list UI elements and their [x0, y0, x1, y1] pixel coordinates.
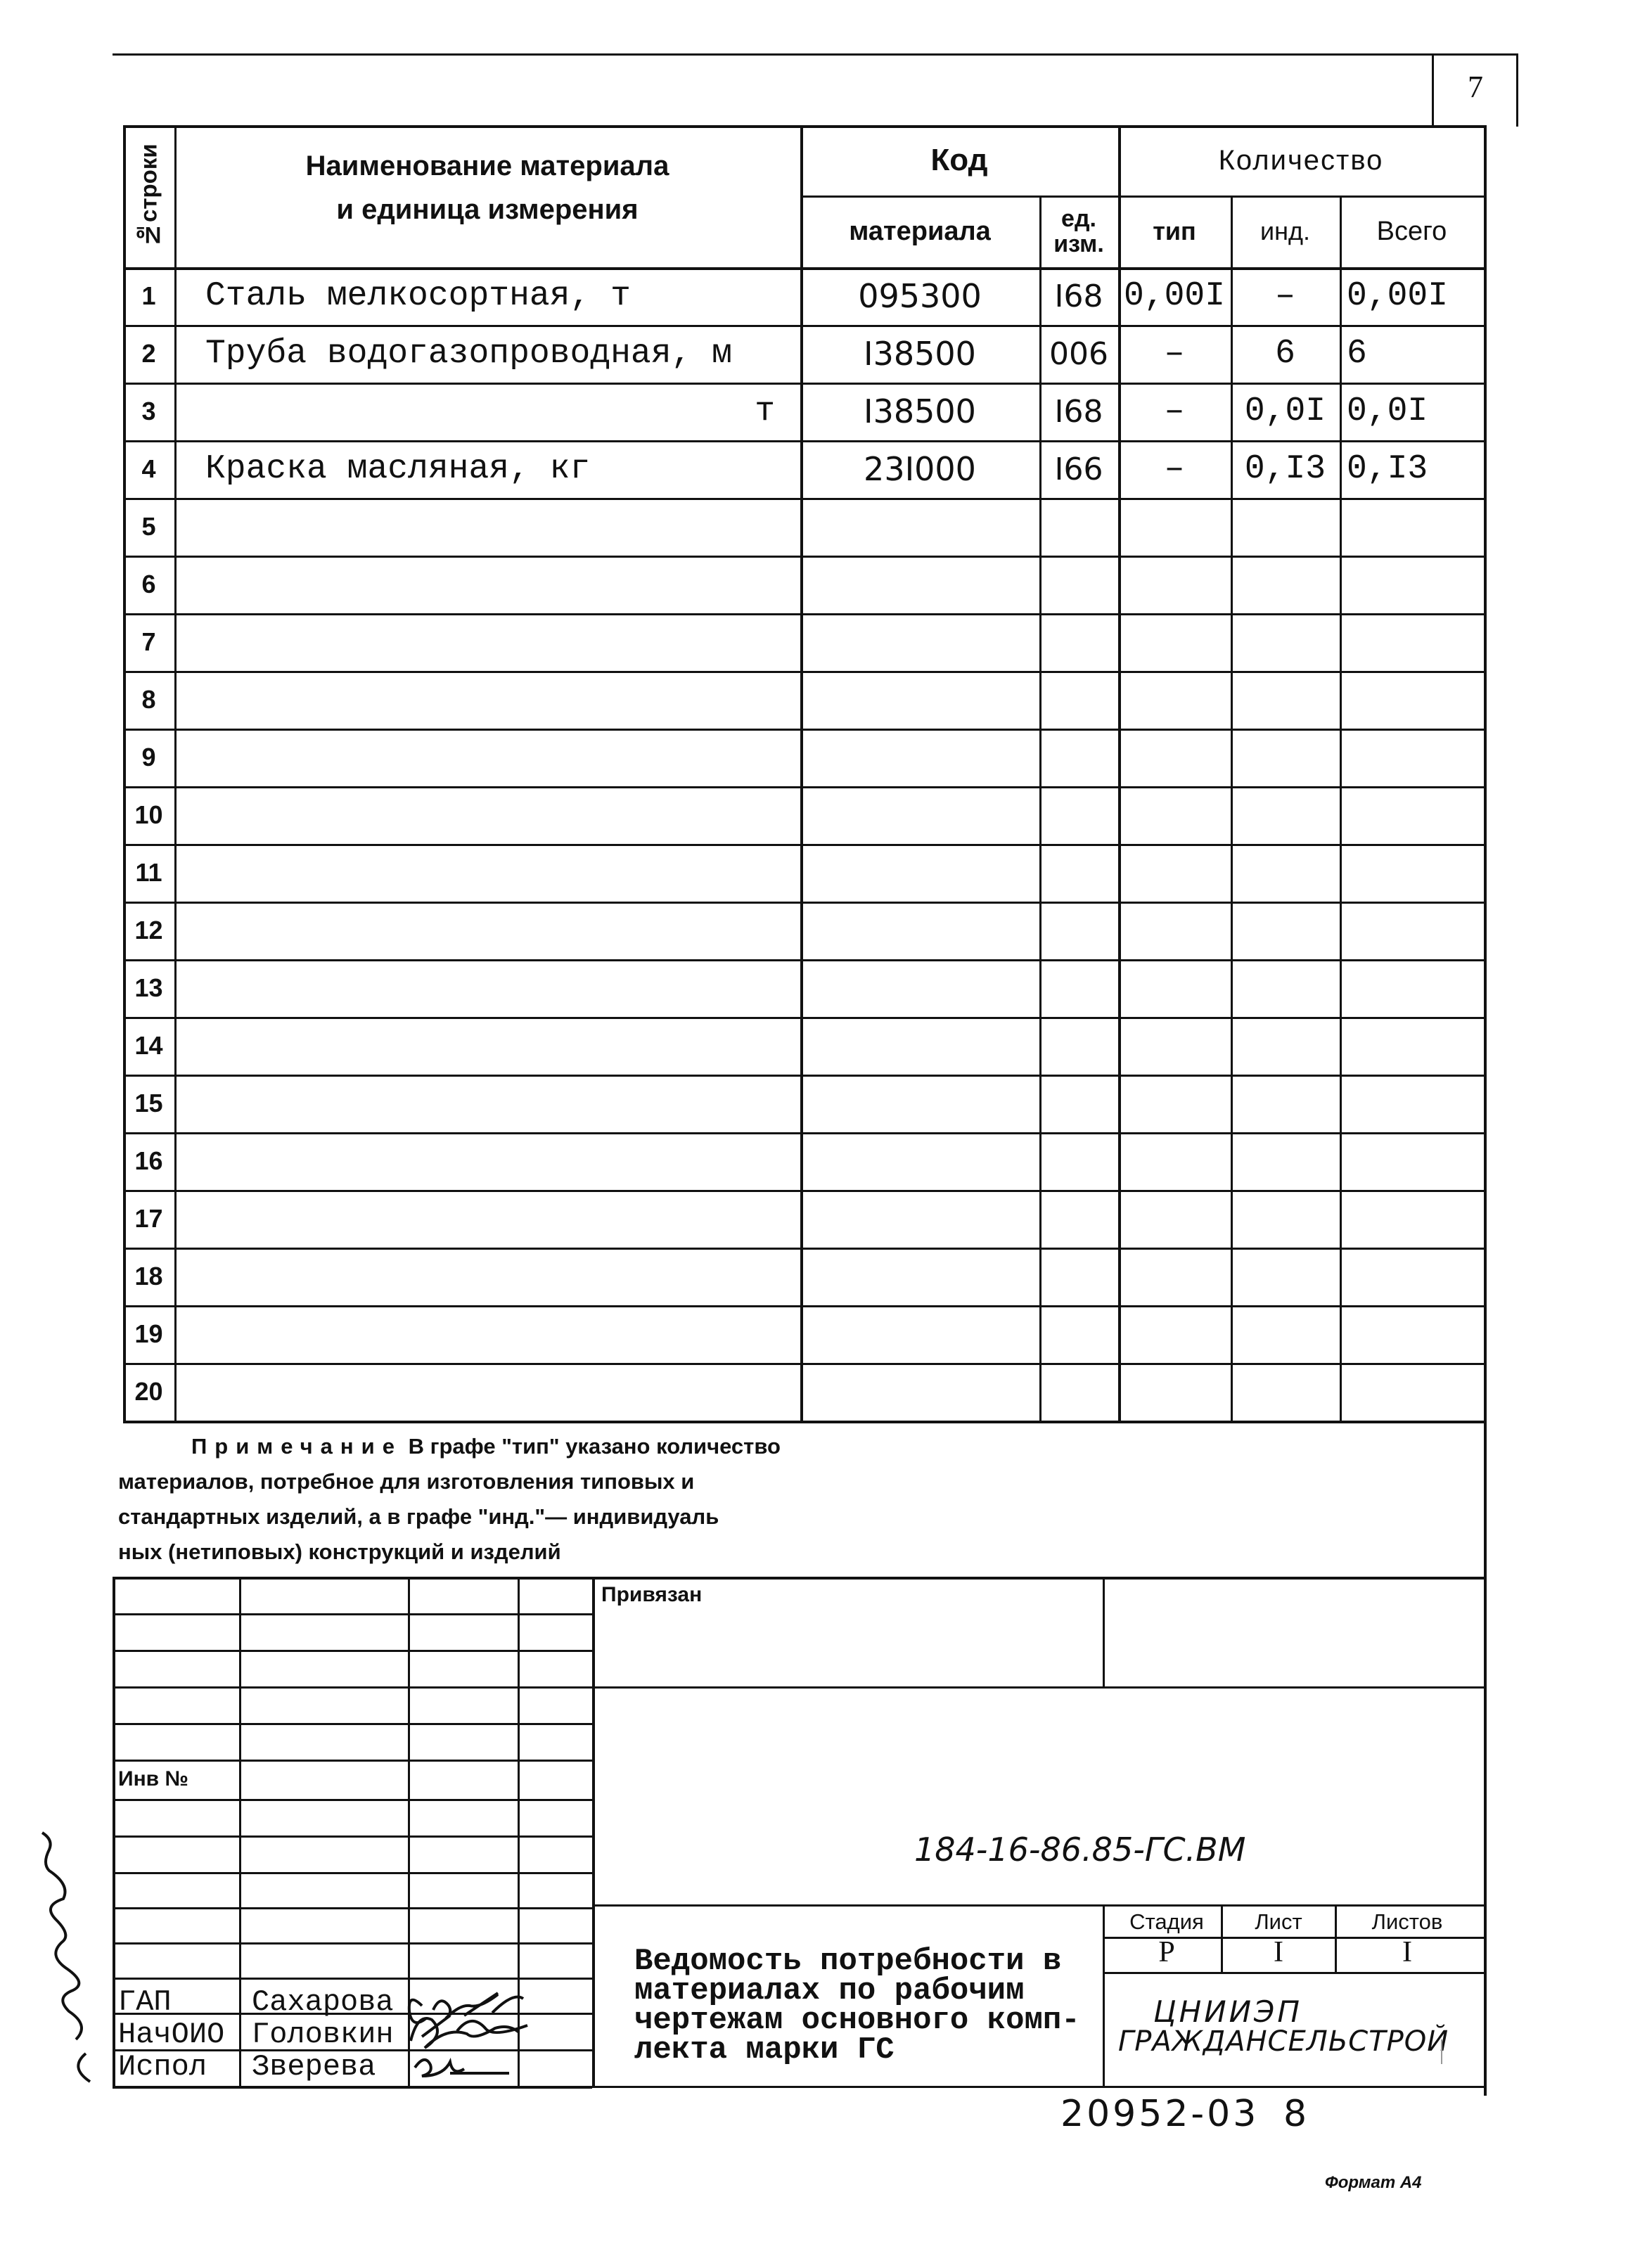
stamp-grid-line — [239, 1577, 241, 2086]
material-name — [205, 844, 775, 902]
stamp-grid-line — [592, 2086, 1103, 2088]
quantity-individual — [1231, 613, 1340, 671]
quantity-type — [1118, 556, 1231, 613]
material-code: I38500 — [864, 335, 976, 373]
title-line-4: лекта марки ГС — [634, 2032, 895, 2068]
quantity-total — [1347, 1017, 1484, 1075]
note-block — [118, 1429, 1454, 1570]
signature-zvereva — [415, 2060, 509, 2076]
stamp-grid-line — [1103, 2086, 1484, 2088]
material-code — [800, 613, 1039, 671]
quantity-type — [1118, 613, 1231, 671]
quantity-total — [1347, 1075, 1484, 1132]
quantity-total: 6 — [1347, 335, 1367, 373]
row-number: 9 — [141, 743, 156, 771]
page-number: 7 — [1468, 69, 1483, 104]
quantity-type — [1118, 1305, 1231, 1363]
page-number-box-right — [1516, 53, 1518, 127]
unit-code — [1039, 1305, 1118, 1363]
unit-code — [1039, 1132, 1118, 1190]
stamp-grid-line — [113, 1760, 592, 1762]
quantity-total — [1347, 556, 1484, 613]
stamp-grid-line — [113, 1978, 592, 1980]
row-number: 8 — [141, 685, 156, 714]
quantity-total: 0,00I — [1347, 277, 1449, 315]
quantity-total — [1347, 1190, 1484, 1248]
quantity-individual — [1231, 902, 1340, 959]
material-code — [800, 844, 1039, 902]
row-number: 5 — [141, 512, 156, 541]
material-code — [800, 1132, 1039, 1190]
role-executor: Испол — [118, 2050, 207, 2084]
row-number: 16 — [134, 1146, 163, 1175]
quantity-type — [1118, 1075, 1231, 1132]
material-name — [205, 556, 775, 613]
stamp-grid-line — [113, 1799, 592, 1801]
quantity-individual: – — [1275, 277, 1295, 315]
quantity-total — [1347, 671, 1484, 729]
material-name — [205, 1305, 775, 1363]
unit-code: 006 — [1049, 335, 1108, 372]
unit-code — [1039, 786, 1118, 844]
document-code: 184-16-86.85-ГС.ВМ — [914, 1831, 1246, 1869]
document-title — [634, 1944, 1080, 2068]
format-label: Формат А4 — [1325, 2173, 1422, 2192]
stamp-grid-line — [1103, 1904, 1105, 2086]
stamp-grid-line — [592, 1904, 1484, 1907]
unit-code — [1039, 1017, 1118, 1075]
material-name — [205, 498, 775, 556]
row-number: 18 — [134, 1262, 163, 1290]
unit-code — [1039, 613, 1118, 671]
quantity-total — [1347, 498, 1484, 556]
stamp-grid-line — [113, 1650, 592, 1652]
quantity-total: 0,I3 — [1347, 450, 1428, 488]
material-code — [800, 1075, 1039, 1132]
quantity-individual — [1231, 1305, 1340, 1363]
unit-code — [1039, 556, 1118, 613]
unit-code — [1039, 1363, 1118, 1421]
row-number: 14 — [134, 1031, 163, 1060]
unit-code — [1039, 498, 1118, 556]
quantity-individual — [1231, 1363, 1340, 1421]
quantity-type: 0,00I — [1123, 277, 1226, 315]
quantity-type: – — [1164, 335, 1185, 373]
quantity-individual — [1231, 844, 1340, 902]
table-grid-line — [1340, 196, 1342, 1421]
material-code: I38500 — [864, 392, 976, 430]
header-unit: ед. изм. — [1053, 205, 1104, 257]
signatures-roles — [118, 1986, 224, 2083]
material-name: Краска масляная, кг — [205, 450, 591, 488]
quantity-individual — [1231, 1132, 1340, 1190]
quantity-total — [1347, 786, 1484, 844]
quantity-total — [1347, 1305, 1484, 1363]
quantity-type — [1118, 1132, 1231, 1190]
material-name — [205, 1363, 775, 1421]
header-name-line1: Наименование материала — [305, 150, 669, 181]
table-grid-line — [123, 1421, 1484, 1423]
row-number: 7 — [141, 627, 156, 656]
stamp-grid-line — [113, 1686, 592, 1689]
material-code — [800, 786, 1039, 844]
stamp-grid-line — [113, 2086, 592, 2089]
header-quantity: Количество — [1218, 144, 1384, 176]
header-code: Код — [930, 143, 988, 177]
quantity-type — [1118, 1017, 1231, 1075]
material-name: т — [755, 392, 775, 430]
material-name — [205, 613, 775, 671]
row-number: 10 — [134, 800, 163, 829]
row-number: 20 — [134, 1377, 163, 1406]
table-grid-line — [174, 125, 177, 1421]
material-name — [205, 1132, 775, 1190]
quantity-individual — [1231, 729, 1340, 786]
name-zvereva: Зверева — [252, 2050, 376, 2084]
signature-golovkin — [411, 2016, 527, 2048]
row-number: 1 — [141, 281, 156, 310]
row-number: 12 — [134, 916, 163, 944]
row-number: 17 — [134, 1204, 163, 1233]
stamp-grid-line — [113, 1723, 592, 1725]
quantity-total — [1347, 1363, 1484, 1421]
header-type: тип — [1153, 217, 1196, 245]
quantity-individual: 6 — [1275, 335, 1295, 373]
quantity-type: – — [1164, 392, 1185, 430]
material-name — [205, 671, 775, 729]
row-number: 19 — [134, 1319, 163, 1348]
unit-code — [1039, 729, 1118, 786]
quantity-individual — [1231, 1075, 1340, 1132]
quantity-total — [1347, 902, 1484, 959]
unit-code — [1039, 1190, 1118, 1248]
row-number: 13 — [134, 973, 163, 1002]
inventory-label: Инв № — [118, 1767, 188, 1790]
unit-code: I68 — [1054, 393, 1103, 430]
material-code — [800, 1017, 1039, 1075]
side-handwriting — [42, 1833, 90, 2082]
quantity-total — [1347, 1248, 1484, 1305]
material-name — [205, 902, 775, 959]
sheet-label: Лист — [1255, 1909, 1302, 1934]
stage-label: Стадия — [1129, 1909, 1204, 1934]
material-code — [800, 1305, 1039, 1363]
stamp-grid-line — [113, 1577, 115, 2086]
organization-line-1: ЦНИИЭП — [1153, 1994, 1302, 2029]
table-grid-line — [1484, 1421, 1487, 2096]
quantity-total: 0,0I — [1347, 392, 1428, 430]
material-name — [205, 1248, 775, 1305]
quantity-type — [1118, 671, 1231, 729]
quantity-individual — [1231, 1248, 1340, 1305]
role-head: НачОИО — [118, 2018, 225, 2051]
unit-code — [1039, 959, 1118, 1017]
material-name: Сталь мелкосортная, т — [205, 277, 631, 315]
quantity-individual — [1231, 1190, 1340, 1248]
quantity-individual — [1231, 498, 1340, 556]
material-name — [205, 959, 775, 1017]
footer-code: 20952-03 — [1060, 2093, 1260, 2135]
note-line1: В графе "тип" указано количество — [408, 1434, 781, 1459]
material-code — [800, 729, 1039, 786]
material-code — [800, 1190, 1039, 1248]
quantity-type — [1118, 1248, 1231, 1305]
header-material: материала — [849, 216, 991, 246]
sheet-value: I — [1274, 1936, 1283, 1968]
bound-label: Привязан — [601, 1583, 703, 1606]
row-number: 11 — [135, 858, 162, 887]
stamp-grid-line — [1103, 1972, 1484, 1974]
note-line2: материалов, потребное для изготовления типовых и — [118, 1469, 695, 1494]
header-row-number: №строки — [135, 143, 162, 249]
top-border-line — [113, 53, 1516, 56]
quantity-individual: 0,0I — [1244, 392, 1326, 430]
material-code: 23I000 — [864, 450, 976, 488]
signatures-names — [252, 1986, 394, 2083]
quantity-type — [1118, 498, 1231, 556]
stamp-grid-line — [113, 1613, 592, 1615]
material-name — [205, 1075, 775, 1132]
material-code: 095300 — [858, 277, 982, 315]
stamp-grid-line — [408, 1577, 410, 2086]
stamp-grid-line — [113, 1942, 592, 1945]
quantity-total — [1347, 613, 1484, 671]
note-line4: ных (нетиповых) конструкций и изделий — [118, 1539, 561, 1564]
quantity-individual — [1231, 556, 1340, 613]
material-code — [800, 902, 1039, 959]
table-grid-line — [1484, 125, 1487, 1421]
material-name — [205, 729, 775, 786]
quantity-type — [1118, 902, 1231, 959]
title-line-2: материалах по рабочим — [634, 1973, 1025, 2008]
header-name-line2: и единица измерения — [336, 193, 639, 225]
name-golovkin: Головкин — [252, 2018, 394, 2051]
material-code — [800, 1248, 1039, 1305]
unit-code — [1039, 1248, 1118, 1305]
quantity-total — [1347, 729, 1484, 786]
unit-code: I66 — [1054, 451, 1103, 487]
unit-code — [1039, 671, 1118, 729]
header-ind: инд. — [1260, 217, 1310, 245]
name-sakharova: Сахарова — [252, 1985, 394, 2019]
role-gap: ГАП — [118, 1985, 172, 2019]
quantity-type: – — [1164, 450, 1185, 488]
material-code — [800, 959, 1039, 1017]
title-line-3: чертежам основного комп- — [634, 2003, 1080, 2038]
stage-value: Р — [1158, 1936, 1175, 1968]
material-code — [800, 671, 1039, 729]
quantity-type — [1118, 959, 1231, 1017]
quantity-individual — [1231, 786, 1340, 844]
unit-code — [1039, 902, 1118, 959]
sheets-label: Листов — [1371, 1909, 1443, 1934]
stamp-grid-line — [592, 1577, 595, 2086]
unit-code — [1039, 1075, 1118, 1132]
signature-sakharova — [409, 1993, 523, 2023]
note-line3: стандартных изделий, а в графе "инд."— индивидуаль — [118, 1504, 719, 1529]
footer-page: 8 — [1283, 2093, 1307, 2135]
stamp-grid-line — [592, 1686, 1484, 1689]
row-number: 6 — [141, 570, 156, 598]
material-name — [205, 786, 775, 844]
material-code — [800, 1363, 1039, 1421]
organization-line-2: ГРАЖДАНСЕЛЬСТРОЙ — [1118, 2025, 1449, 2058]
quantity-type — [1118, 1363, 1231, 1421]
title-line-1: Ведомость потребности в — [634, 1944, 1062, 1979]
quantity-individual — [1231, 1017, 1340, 1075]
quantity-total — [1347, 959, 1484, 1017]
stamp-grid-line — [113, 1835, 592, 1838]
quantity-type — [1118, 786, 1231, 844]
stamp-grid-line — [518, 1577, 520, 2086]
material-name: Труба водогазопроводная, м — [205, 335, 732, 373]
unit-code — [1039, 844, 1118, 902]
material-name — [205, 1017, 775, 1075]
header-total: Всего — [1376, 216, 1447, 246]
stamp-grid-line — [113, 1907, 592, 1909]
sheets-value: I — [1402, 1936, 1412, 1968]
quantity-individual — [1231, 959, 1340, 1017]
quantity-type — [1118, 844, 1231, 902]
material-code — [800, 498, 1039, 556]
quantity-individual: 0,I3 — [1244, 450, 1326, 488]
page-number-box-left — [1432, 53, 1434, 127]
quantity-type — [1118, 729, 1231, 786]
unit-code: I68 — [1054, 278, 1103, 314]
row-number: 15 — [134, 1089, 163, 1117]
stamp-grid-line — [1103, 1577, 1105, 1686]
stamp-grid-line — [113, 1872, 592, 1874]
note-lead: Примечание — [191, 1434, 402, 1459]
row-number: 3 — [141, 397, 156, 425]
row-number: 2 — [141, 339, 156, 368]
quantity-total — [1347, 1132, 1484, 1190]
material-name — [205, 1190, 775, 1248]
quantity-total — [1347, 844, 1484, 902]
quantity-type — [1118, 1190, 1231, 1248]
row-number: 4 — [141, 454, 156, 483]
material-code — [800, 556, 1039, 613]
quantity-individual — [1231, 671, 1340, 729]
